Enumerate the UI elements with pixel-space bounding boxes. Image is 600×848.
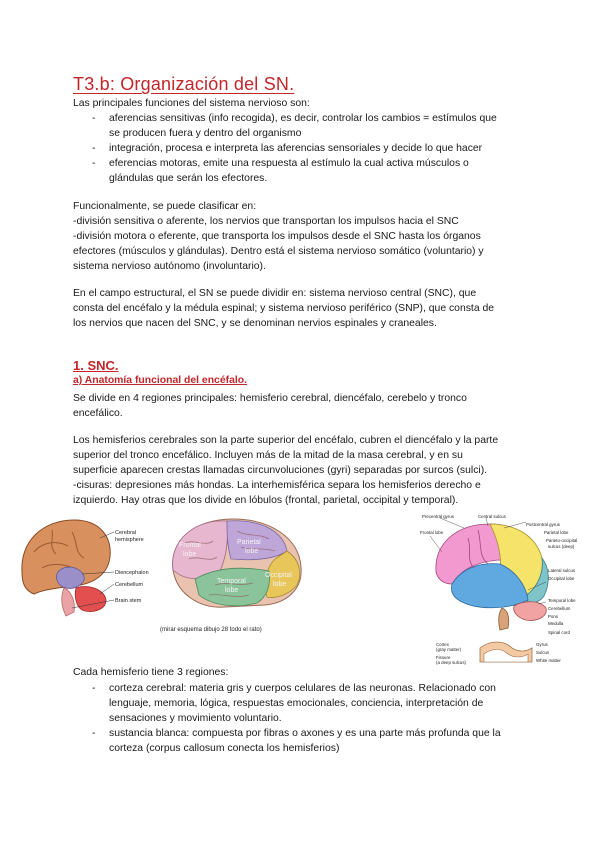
- figure-label: Gyrus: [536, 642, 548, 647]
- list-item-line: eferencias motoras, emite una respuesta al estímulo la cual activa músculos o: [109, 158, 469, 169]
- text-line: En el campo estructural, el SN se puede dividir en: sistema nervioso central (SNC), que: [73, 288, 477, 299]
- figure-caption: (mirar esquema dibujo 28 todo el rato): [160, 627, 262, 633]
- figure-label: Parieto-occipital: [546, 538, 578, 543]
- text-line: Los hemisferios cerebrales son la parte superior del encéfalo, cubren el diencéfalo y la parte: [73, 435, 499, 446]
- figure-label: Temporal: [217, 578, 246, 585]
- brain-sagittal-figure: [12, 512, 162, 622]
- list-item-line: sensaciones y movimiento voluntario.: [109, 713, 282, 724]
- text-line: encefálico.: [73, 408, 123, 419]
- brain-labeled-figure: [418, 512, 588, 670]
- bullet-dash: -: [92, 728, 96, 739]
- list-item-line: lenguaje, memoria, lógica, respuestas emocionales, conciencia, interpretación de: [109, 698, 484, 709]
- figure-label: Medulla: [548, 621, 564, 626]
- figure-label: hemisphere: [115, 537, 144, 543]
- figure-label: (a deep sulcus): [436, 660, 467, 665]
- section-heading: 1. SNC.: [73, 358, 119, 373]
- list-item-line: corteza (corpus callosum conecta los hemisferios): [109, 743, 340, 754]
- figure-label: lobe: [245, 548, 259, 555]
- figure-label: Postcentral gyrus: [526, 522, 560, 527]
- figure-label: (gray matter): [436, 647, 462, 652]
- bullet-dash: -: [92, 683, 96, 694]
- figure-label: Fissure: [436, 655, 451, 660]
- figure-label: Pons: [548, 614, 559, 619]
- text-line: -división motora o eferente, que transporta los impulsos desde el SNC hasta los órganos: [73, 231, 481, 242]
- text-line: los nervios que nacen del SNC, y se denominan nervios espinales y craneales.: [73, 318, 437, 329]
- figure-label: Cerebral: [115, 530, 137, 536]
- text-line: Se divide en 4 regiones principales: hemisferio cerebral, diencéfalo, cerebelo y tronco: [73, 393, 467, 404]
- figure-label: Temporal lobe: [548, 598, 576, 603]
- list-item-line: sustancia blanca: compuesta por fibras o axones y es una parte más profunda que la: [109, 728, 501, 739]
- list-item-line: glándulas que serán los efectores.: [109, 173, 268, 184]
- figure-label: Frontal: [179, 542, 201, 549]
- list-item-line: aferencias sensitivas (info recogida), es decir, controlar los cambios = estímulos que: [109, 113, 497, 124]
- bullet-dash: -: [92, 158, 96, 169]
- figure-label: White matter: [536, 658, 561, 663]
- text-line: superior del tronco encefálico. Incluyen más de la mitad de la masa cerebral, y en su: [73, 450, 463, 461]
- figure-label: lobe: [183, 551, 197, 558]
- text-line: superficie aparecen crestas llamadas circunvoluciones (gyri) separadas por surcos (sulci).: [73, 465, 488, 476]
- text-line: Funcionalmente, se puede clasificar en:: [73, 201, 257, 212]
- figure-label: Parietal lobe: [544, 530, 569, 535]
- subsection-heading: a) Anatomía funcional del encéfalo.: [73, 375, 247, 386]
- text-line: efectores (músculos y glándulas). Dentro está el sistema nervioso somático (voluntario) y: [73, 246, 484, 257]
- text-line: -cisuras: depresiones más hondas. La interhemisférica separa los hemisferios derecho e: [73, 480, 481, 491]
- figure-label: Sulcus: [536, 650, 550, 655]
- figure-label: Cerebellum: [548, 606, 571, 611]
- figure-label: sulcus (deep): [548, 544, 575, 549]
- figure-label: Central sulcus: [478, 514, 506, 519]
- figure-label: Parietal: [237, 539, 261, 546]
- figure-label: Occipital: [265, 572, 292, 579]
- bullet-dash: -: [92, 113, 96, 124]
- figure-label: Brain stem: [115, 598, 142, 604]
- figure-label: lobe: [273, 581, 287, 588]
- figure-label: Occipital lobe: [548, 576, 575, 581]
- text-line: consta del encéfalo y la médula espinal; y sistema nervioso periférico (SNP), que consta de: [73, 303, 495, 314]
- figure-label: lobe: [225, 587, 239, 594]
- text-line: sistema nervioso autónomo (involuntario).: [73, 261, 266, 272]
- text-line: Cada hemisferio tiene 3 regiones:: [73, 667, 229, 678]
- figure-label: Frontal lobe: [420, 530, 444, 535]
- text-line: izquierdo. Hay otras que los divide en lóbulos (frontal, parietal, occipital y temporal).: [73, 495, 459, 506]
- figure-label: Lateral sulcus: [548, 568, 576, 573]
- figure-label: Cerebellum: [115, 582, 144, 588]
- figure-label: Spinal cord: [548, 630, 570, 635]
- bullet-dash: -: [92, 143, 96, 154]
- brain-lobes-figure: [165, 515, 310, 620]
- text-line: -división sensitiva o aferente, los nervios que transportan los impulsos hacia el SNC: [73, 216, 459, 227]
- figure-label: Cortex: [436, 642, 449, 647]
- list-item-line: integración, procesa e interpreta las aferencias sensoriales y decide lo que hacer: [109, 143, 483, 154]
- list-item-line: se producen fuera y dentro del organismo: [109, 128, 302, 139]
- figure-label: Precentral gyrus: [422, 514, 454, 519]
- intro-text: Las principales funciones del sistema nervioso son:: [73, 98, 310, 109]
- list-item-line: corteza cerebral: materia gris y cuerpos celulares de las neuronas. Relacionado con: [109, 683, 496, 694]
- page-title: T3.b: Organización del SN.: [73, 74, 295, 94]
- figure-label: Diencephalon: [115, 570, 149, 576]
